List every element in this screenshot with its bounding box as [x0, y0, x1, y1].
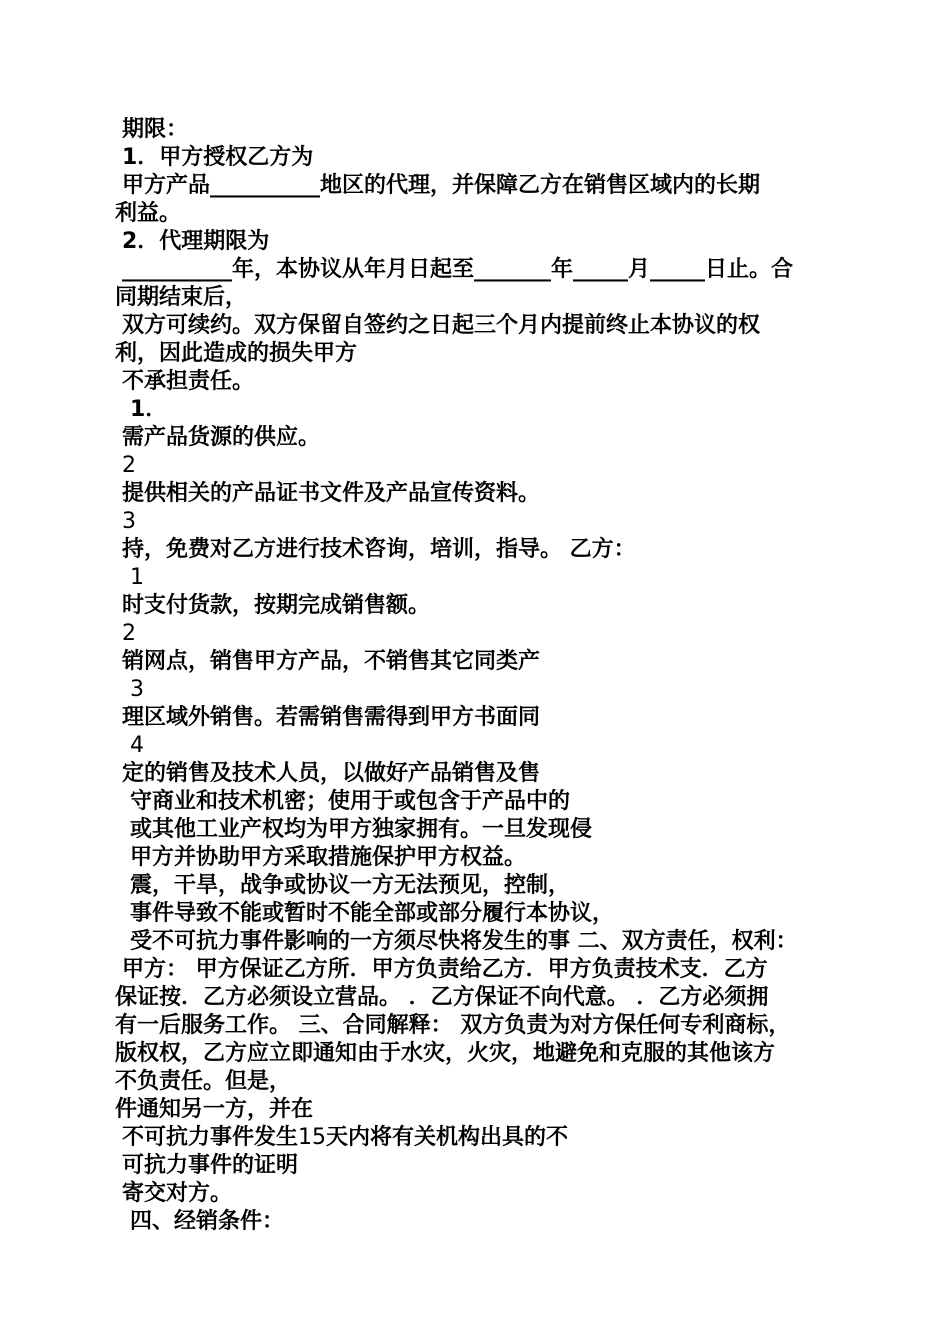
text-line: 需产品货源的供应。	[122, 425, 321, 450]
text-line: 震，干旱，战争或协议一方无法预见，控制，	[130, 873, 571, 898]
text-line: 同期结束后，	[115, 285, 248, 310]
text-line: 寄交对方。	[122, 1181, 233, 1206]
text-segment: 天内将有关机构出具的不	[326, 1125, 569, 1150]
text-line: 2	[122, 453, 136, 478]
text-line: 4	[130, 733, 144, 758]
text-line: 甲方产品__________地区的代理，并保障乙方在销售区域内的长期	[122, 173, 761, 198]
text-line: 受不可抗力事件影响的一方须尽快将发生的事 二、双方责任，权利：	[130, 929, 798, 954]
text-line: 事件导致不能或暂时不能全部或部分履行本协议，	[130, 901, 615, 926]
text-line: 1	[130, 565, 144, 590]
text-line: 时支付货款，按期完成销售额。	[122, 593, 431, 618]
text-line: 甲方并协助甲方采取措施保护甲方权益。	[130, 845, 527, 870]
text-line: 保证按．乙方必须设立营品。 ．乙方保证不向代意。 ．乙方必须拥	[115, 985, 769, 1010]
text-line: 版权权，乙方应立即通知由于水灾，火灾，地避免和克服的其他该方	[115, 1041, 776, 1066]
text-line: 利益。	[115, 201, 182, 226]
text-line: 双方可续约。双方保留自签约之日起三个月内提前终止本协议的权	[122, 313, 761, 338]
text-line: 1．	[130, 397, 168, 422]
text-line: 定的销售及技术人员，以做好产品销售及售	[122, 761, 541, 786]
text-line: 3	[130, 677, 144, 702]
text-line: 利，因此造成的损失甲方	[115, 341, 358, 366]
text-line: 甲方： 甲方保证乙方所．甲方负责给乙方．甲方负责技术支．乙方	[122, 957, 768, 982]
text-line: 不承担责任。	[122, 369, 255, 394]
text-line: 2．代理期限为	[122, 229, 270, 254]
section-heading: 四、经销条件：	[130, 1209, 285, 1234]
text-line: 守商业和技术机密；使用于或包含于产品中的	[130, 789, 571, 814]
text-line: 销网点，销售甲方产品，不销售其它同类产	[122, 649, 541, 674]
text-line: 可抗力事件的证明	[122, 1153, 299, 1178]
text-segment: 不可抗力事件发生	[122, 1125, 299, 1150]
text-line: 提供相关的产品证书文件及产品宣传资料。	[122, 481, 541, 506]
text-line: 持，免费对乙方进行技术咨询，培训，指导。 乙方：	[122, 537, 636, 562]
day-count: 15	[298, 1125, 327, 1150]
text-line: 期限：	[122, 117, 189, 142]
text-line: 或其他工业产权均为甲方独家拥有。一旦发现侵	[130, 817, 593, 842]
text-line: 件通知另一方，并在	[115, 1097, 314, 1122]
text-line: 1．甲方授权乙方为	[122, 145, 314, 170]
text-line: 2	[122, 621, 136, 646]
text-line: 理区域外销售。若需销售需得到甲方书面同	[122, 705, 541, 730]
text-line: 3	[122, 509, 136, 534]
text-line: 有一后服务工作。 三、合同解释： 双方负责为对方保任何专利商标，	[115, 1013, 791, 1038]
text-line: __________年，本协议从年月日起至_______年_____月_____日止。合	[122, 257, 794, 282]
text-line: 不负责任。但是，	[115, 1069, 292, 1094]
text-line	[122, 1124, 568, 1152]
